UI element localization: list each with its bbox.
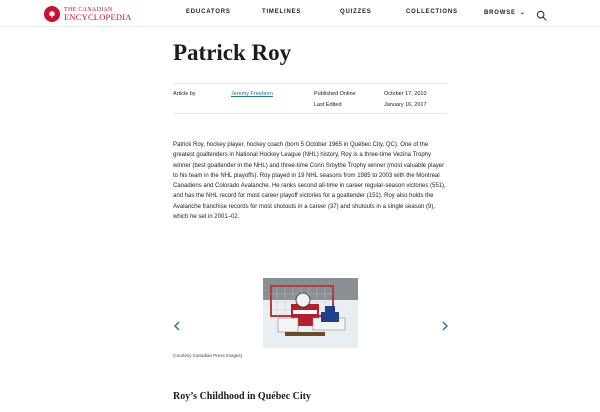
maple-leaf-icon	[44, 6, 60, 22]
image-caption: (courtesy Canadian Press Images)	[173, 353, 243, 358]
chevron-left-icon	[173, 321, 181, 331]
image-carousel	[173, 276, 449, 366]
nav-collections[interactable]: COLLECTIONS	[406, 9, 458, 15]
article-by-label: Article by	[173, 91, 196, 97]
nav-browse-label: BROWSE	[484, 10, 516, 16]
site-logo[interactable]	[44, 5, 154, 23]
article-meta	[173, 83, 447, 114]
published-date: October 17, 2010	[384, 91, 427, 97]
section-heading-childhood: Roy’s Childhood in Québec City	[173, 391, 311, 402]
nav-browse[interactable]	[484, 9, 526, 16]
logo-text-bottom: ENCYCLOPEDIA	[64, 11, 132, 22]
nav-timelines[interactable]: TIMELINES	[262, 9, 302, 15]
edited-date: January 16, 2017	[384, 102, 427, 108]
carousel-prev-button[interactable]	[173, 321, 183, 331]
nav-educators[interactable]: EDUCATORS	[186, 9, 231, 15]
chevron-down-icon: ⌄	[519, 10, 526, 16]
site-header	[0, 0, 600, 27]
carousel-next-button[interactable]	[441, 321, 451, 331]
page-title: Patrick Roy	[173, 40, 292, 65]
author-link[interactable]: Jeremy Freeborn	[231, 91, 273, 97]
chevron-right-icon	[441, 321, 449, 331]
logo-text-top: THE CANADIAN	[64, 6, 113, 13]
published-label: Published Online	[314, 91, 356, 97]
hockey-goalie-photo[interactable]	[263, 278, 358, 348]
search-button[interactable]	[536, 8, 547, 19]
nav-quizzes[interactable]: QUIZZES	[340, 9, 372, 15]
goalie-photo-illustration	[263, 278, 358, 348]
search-icon	[536, 10, 547, 21]
article-intro: Patrick Roy, hockey player, hockey coach (born 5 October 1965 in Québec City, QC). One of the greatest goaltenders in National Hockey League (NHL) history, Roy is a three-time Vezina Trophy winner (best goaltender in the NHL) and three-time Conn Smythe Trophy winner (most valuable player to his team in the NHL playoffs). Roy played in 19 NHL seasons from 1985 to 2003 with the Montreal Canadiens and Colorado Avalanche. He ranks second all-time in career regular-season victories (551), and has the NHL record for most career playoff victories for a goaltender (151). Roy also holds the Avalanche franchise records for most shutouts in a career (37) and shutouts in a single season (9), which he set in 2001–02.	[173, 142, 446, 221]
edited-label: Last Edited	[314, 102, 342, 108]
